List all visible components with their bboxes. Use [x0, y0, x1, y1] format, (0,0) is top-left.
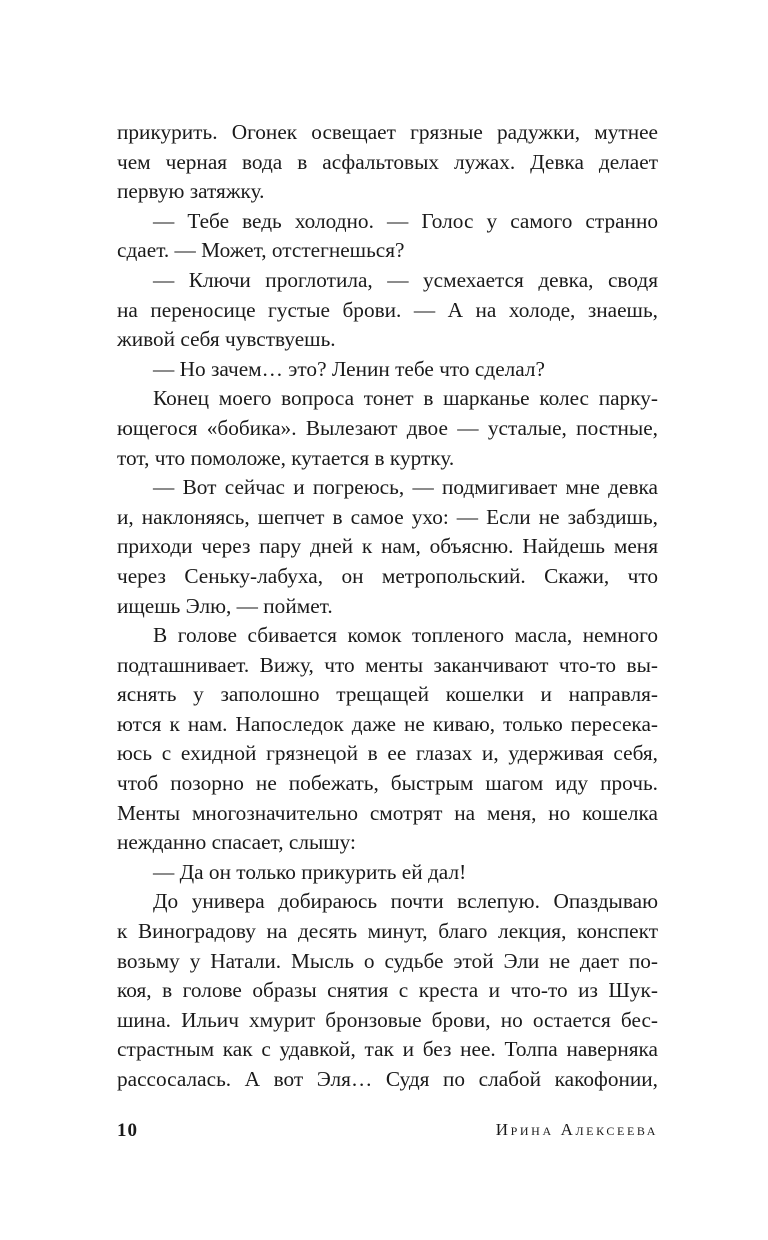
text-line: подташнивает. Вижу, что менты заканчивают что-то вы-: [117, 652, 658, 677]
page-number: 10: [117, 1120, 138, 1141]
text-line: сдает. — Может, отстегнешься?: [117, 238, 405, 263]
text-line: шина. Ильич хмурит бронзовые брови, но остается бес-: [117, 1007, 658, 1032]
text-line: через Сеньку-лабуха, он метропольский. Скажи, что: [117, 563, 658, 588]
text-line: — Тебе ведь холодно. — Голос у самого странно: [153, 208, 658, 233]
text-line: нежданно спасает, слышу:: [117, 830, 356, 855]
text-line: ются к нам. Напоследок даже не киваю, только пересека-: [117, 711, 658, 736]
text-line: коя, в голове образы снятия с креста и что-то из Шук-: [117, 978, 658, 1003]
body-text: [117, 118, 658, 1095]
running-author: Ирина Алексеева: [495, 1120, 658, 1139]
text-line: — Ключи проглотила, — усмехается девка, сводя: [153, 267, 658, 292]
text-line: чтоб позорно не побежать, быстрым шагом иду прочь.: [117, 771, 658, 796]
text-line: Конец моего вопроса тонет в шарканье колес парку-: [153, 386, 658, 411]
text-line: Менты многозначительно смотрят на меня, но кошелка: [117, 800, 658, 825]
text-line: юсь с ехидной грязнецой в ее глазах и, удерживая себя,: [117, 741, 658, 766]
text-line: ищешь Элю, — поймет.: [117, 593, 333, 618]
text-line: рассосалась. А вот Эля… Судя по слабой какофонии,: [117, 1067, 658, 1091]
text-line: чем черная вода в асфальтовых лужах. Девка делает: [117, 149, 658, 174]
text-line: возьму у Натали. Мысль о судьбе этой Эли не дает по-: [117, 948, 658, 973]
text-line: яснять у заполошно трещащей кошелки и направля-: [117, 682, 658, 707]
text-line: — Но зачем… это? Ленин тебе что сделал?: [153, 356, 545, 381]
text-line: страстным как с удавкой, так и без нее. Толпа наверняка: [117, 1037, 658, 1062]
text-line: ющегося «бобика». Вылезают двое — усталые, постные,: [117, 415, 658, 440]
text-line: приходи через пару дней к нам, объясню. Найдешь меня: [117, 534, 658, 559]
text-line: В голове сбивается комок топленого масла, немного: [153, 623, 658, 648]
text-line: к Виноградову на десять минут, благо лекция, конспект: [117, 919, 658, 944]
text-line: первую затяжку.: [117, 179, 265, 204]
page-footer: [117, 1120, 658, 1148]
text-line: — Да он только прикурить ей дал!: [153, 859, 467, 884]
text-line: прикурить. Огонек освещает грязные радужки, мутнее: [117, 120, 658, 144]
text-line: на переносице густые брови. — А на холоде, знаешь,: [117, 297, 658, 322]
text-line: живой себя чувствуешь.: [117, 327, 336, 352]
text-line: тот, что помоложе, кутается в куртку.: [117, 445, 455, 470]
text-line: и, наклоняясь, шепчет в самое ухо: — Если не забздишь,: [117, 504, 658, 529]
text-line: — Вот сейчас и погреюсь, — подмигивает мне девка: [153, 475, 658, 500]
text-line: До универа добираюсь почти вслепую. Опаздываю: [153, 889, 658, 914]
